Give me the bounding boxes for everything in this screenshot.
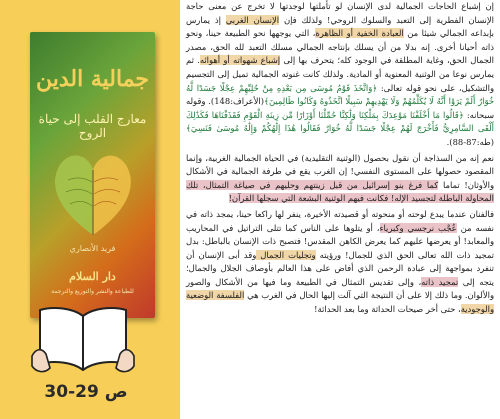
text-segment: وقد أبى الإنسان أن تنفرد بمواجهة إلى عبادة الرحمن الذي أفاض على هذا العالم بأوصاف الجلال والجمال؛ يتجه إلى: [186, 249, 494, 287]
highlighted-text: العبادة الخفية أو الظاهرة: [315, 28, 404, 39]
left-panel: [0, 0, 180, 419]
cover-title: جمالية الدين: [35, 66, 150, 92]
paragraph: [186, 208, 494, 317]
text-segment: (طه:87-88).: [446, 136, 494, 147]
heart-book-illustration: [48, 140, 138, 240]
book-cover: [30, 32, 155, 318]
text-segment: ، التي يوجهها نحو الطبيعة حينا، ونحو ذاته أحيانا أخرى. إنه بدلا من أن يسلك بإنتاجه الجمالي مسلك التعبد لله الحق، مصدر الجمال الحق، وغاية المطلقة في الوجود كله؛ يتحرف بها إلى: [186, 28, 494, 66]
highlighted-text: إشباع شهواته أو أهوائه: [199, 55, 281, 66]
paragraph: [186, 0, 494, 150]
cover-publisher: دار السلام: [69, 270, 116, 283]
cover-subtitle: معارج القلب إلى حياة الروح: [38, 112, 147, 140]
paragraph: [186, 152, 494, 206]
pages-label: ص 29-30: [44, 382, 128, 402]
book-page: [180, 0, 500, 419]
open-book-hands-icon: [28, 298, 138, 378]
text-segment: ، حتى أخر صيحات الحداثة وما بعد الحداثة!: [314, 304, 461, 315]
quran-verse: ﴿قَالُوا مَا أَخْلَفْنَا مَوْعِدَكَ بِمَلْكِنَا وَلَٰكِنَّا حُمِّلْنَا أَوْزَارًا مِّن زِينَةِ الْقَوْمِ فَقَذَفْنَاهَا فَكَذَٰلِكَ أَلْقَى السَّامِرِيُّ فَأَخْرَجَ لَهُمْ عِجْلًا جَسَدًا لَّهُ خُوَارٌ فَقَالُوا هَٰذَا إِلَٰهُكُمْ وَإِلَٰهُ مُوسَىٰ فَنَسِيَ﴾: [186, 109, 494, 134]
cover-publisher-sub: للطباعة والنشر والتوزيع والترجمة: [51, 288, 134, 295]
text-segment: ، وإلى تقديس التمثال في الطبيعة وما فيها من الأشكال والصور والألوان. وما ذلك إلا على أن النتيجة التي آلت إليها الحال في الغرب هي: [186, 276, 495, 301]
highlighted-text: تمجيد ذاته: [421, 276, 459, 287]
highlighted-text: عُجْب نرجسي وكبرياء: [379, 222, 457, 233]
highlighted-text: وتجليات الجمال: [256, 249, 316, 260]
text-segment: إن إشباع الحاجات الجمالية لدى الإنسان لو تأملتها لوجدتها لا تخرج عن معنى حاجة الإنسان الفطرية إلى التعبد والسلوك الروحي! ولذلك فإن: [186, 1, 494, 25]
highlighted-text: الإنسان الغربي: [225, 14, 280, 25]
text-segment: فالفنان عندما يبدع لوحته أو منحوته أو قصيدته الأخيرة، ينفر لها راكعا حينا، يمجد ذاته في نفسه من: [186, 208, 494, 233]
text-segment: إذ يمارس بإبداعه الجمالي شيئا من: [186, 14, 494, 39]
text-segment: نعم إنه من السذاجة أن نقول بحصول (الوثنية التقليدية) في الحياة الجمالية الغربية، وإنما المقصود حصولها على المستوى النفسي! إن الغرب يقع في طرفة الجمالية في الأشكال والأوثان! تماما: [186, 152, 494, 190]
highlighted-text: كما فرغ بنو إسرائيل من قبل زينتهم وحليهم في صياغة التمثال، تلك المحاولة الباطلة لتجسيد الإله! فكانت فيهم الوثنية البشعة التي سجلها القرآن!: [186, 179, 494, 204]
page-text: [186, 0, 494, 319]
highlighted-text: الفلسفة الوضعية والوجودية: [186, 290, 494, 315]
text-segment: (الأعراف:148). وقوله سبحانه:: [186, 96, 494, 120]
text-segment: ، أو يتلوها على الناس كما تتلى التراتيل في المحاريب والمعابد! أو يعرضها عليهم كما يعرض الكاهن المقدس! فتصبح ذات الإنسان بالباطل: بدل تمجيد ذات الله تعالى الحق الذي للجمال! ورؤيته: [186, 222, 494, 260]
text-segment: . ثم يمارس نوعا من الوثنية المعنوية أو المادية. ولذلك كانت غنوته الجمالية تميل إلى التجسيم والتشكيل، على نحو قوله تعالى:: [186, 55, 494, 93]
cover-author: فريد الأنصاري: [69, 244, 116, 253]
quran-verse: ﴿وَاتَّخَذَ قَوْمُ مُوسَى مِن بَعْدِهِ مِنْ حُلِيِّهِمْ عِجْلًا جَسَدًا لَّهُ خُوَارٌ أَلَمْ يَرَوْا أَنَّهُ لَا يُكَلِّمُهُمْ وَلَا يَهْدِيهِمْ سَبِيلًا اتَّخَذُوهُ وَكَانُوا ظَالِمِينَ﴾: [186, 82, 494, 107]
